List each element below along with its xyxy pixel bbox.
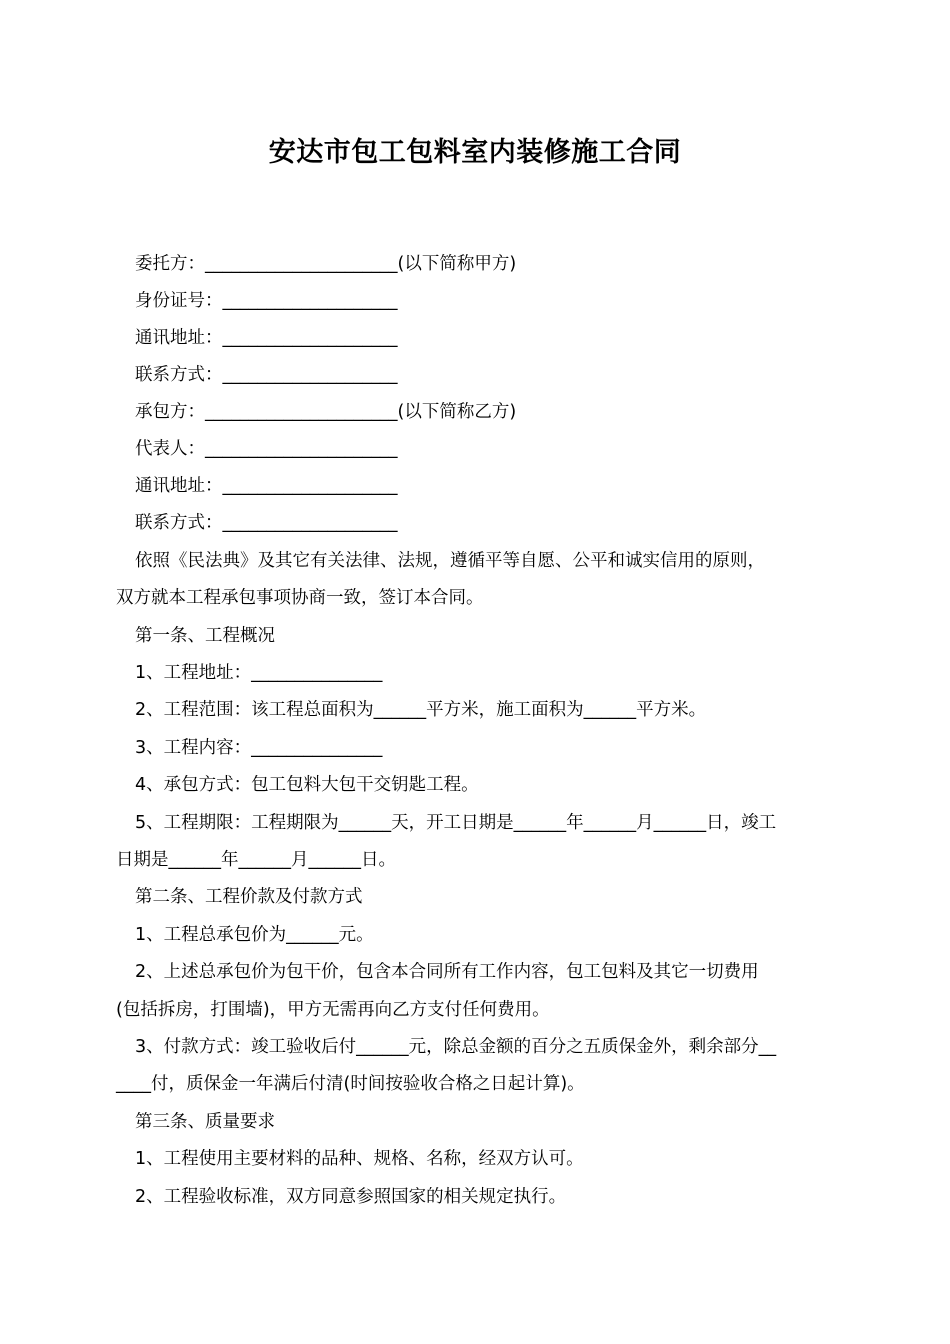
contractor-contact-line: 联系方式：____________________ [135,513,398,533]
clause-2-3-line-2: ____付，质保金一年满后付清(时间按验收合格之日起计算)。 [116,1074,585,1094]
clause-2-2-line-2: (包括拆房，打围墙)，甲方无需再向乙方支付任何费用。 [116,1000,550,1020]
article-2-heading: 第二条、工程价款及付款方式 [135,887,363,907]
clause-3-1: 1、工程使用主要材料的品种、规格、名称，经双方认可。 [135,1149,584,1169]
clause-1-2: 2、工程范围：该工程总面积为______平方米，施工面积为______平方米。 [135,700,707,720]
client-name-line: 委托方：______________________(以下简称甲方) [135,254,517,274]
clause-1-5-line-2: 日期是______年______月______日。 [116,850,396,870]
contractor-name-line: 承包方：______________________(以下简称乙方) [135,402,517,422]
clause-2-2-line-1: 2、上述总承包价为包干价，包含本合同所有工作内容，包工包料及其它一切费用 [135,962,759,982]
preamble-line-1: 依照《民法典》及其它有关法律、法规，遵循平等自愿、公平和诚实信用的原则， [135,551,765,571]
clause-2-1: 1、工程总承包价为______元。 [135,925,374,945]
client-contact-line: 联系方式：____________________ [135,365,398,385]
clause-1-5-line-1: 5、工程期限：工程期限为______天，开工日期是______年______月______日，竣工 [135,813,777,833]
preamble-line-2: 双方就本工程承包事项协商一致，签订本合同。 [116,588,484,608]
clause-3-2: 2、工程验收标准，双方同意参照国家的相关规定执行。 [135,1187,567,1207]
client-id-line: 身份证号：____________________ [135,291,398,311]
article-1-heading: 第一条、工程概况 [135,626,275,646]
clause-1-4: 4、承包方式：包工包料大包干交钥匙工程。 [135,775,479,795]
clause-1-1: 1、工程地址：_______________ [135,663,383,683]
representative-line: 代表人：______________________ [135,439,398,459]
contractor-address-line: 通讯地址：____________________ [135,476,398,496]
client-address-line: 通讯地址：____________________ [135,328,398,348]
clause-1-3: 3、工程内容：_______________ [135,738,383,758]
clause-2-3-line-1: 3、付款方式：竣工验收后付______元，除总金额的百分之五质保金外，剩余部分__ [135,1037,777,1057]
article-3-heading: 第三条、质量要求 [135,1112,275,1132]
document-title: 安达市包工包料室内装修施工合同 [268,137,682,168]
